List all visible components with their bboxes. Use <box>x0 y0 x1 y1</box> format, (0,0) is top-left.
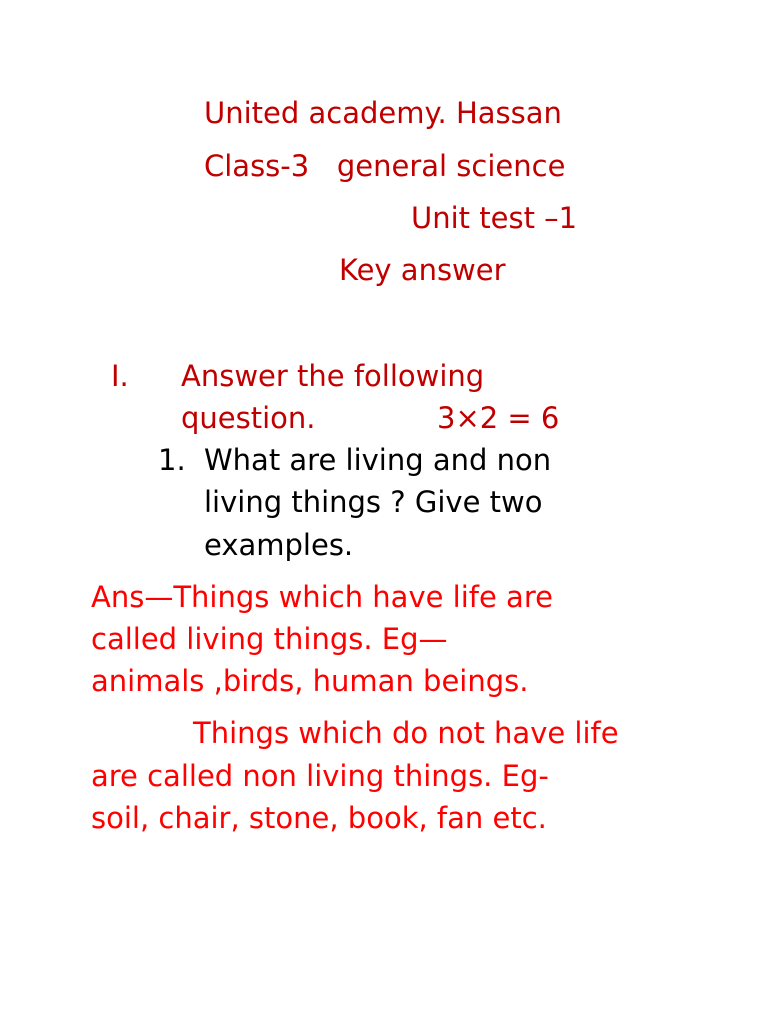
unit-test-title: Unit test –1 <box>411 201 578 235</box>
answer-text-line: Things which do not have life <box>193 716 619 750</box>
section-number: I. <box>111 359 129 393</box>
section-marks: 3×2 = 6 <box>437 401 560 435</box>
answer-text-line: Ans—Things which have life are <box>91 580 553 614</box>
answer-text-line: called living things. Eg— <box>91 622 448 656</box>
answer-text-line: soil, chair, stone, book, fan etc. <box>91 801 547 835</box>
answer-text-line: animals ,birds, human beings. <box>91 664 529 698</box>
section-title-line: question. <box>181 401 316 435</box>
class-subject: Class-3 general science <box>204 149 566 183</box>
key-answer-title: Key answer <box>339 253 506 287</box>
question-text-line: living things ? Give two <box>204 485 543 519</box>
question-text-line: What are living and non <box>204 443 552 477</box>
question-text-line: examples. <box>204 528 354 562</box>
section-title-line: Answer the following <box>181 359 485 393</box>
question-number: 1. <box>158 443 186 477</box>
answer-text-line: are called non living things. Eg- <box>91 759 549 793</box>
school-name: United academy. Hassan <box>204 96 562 130</box>
